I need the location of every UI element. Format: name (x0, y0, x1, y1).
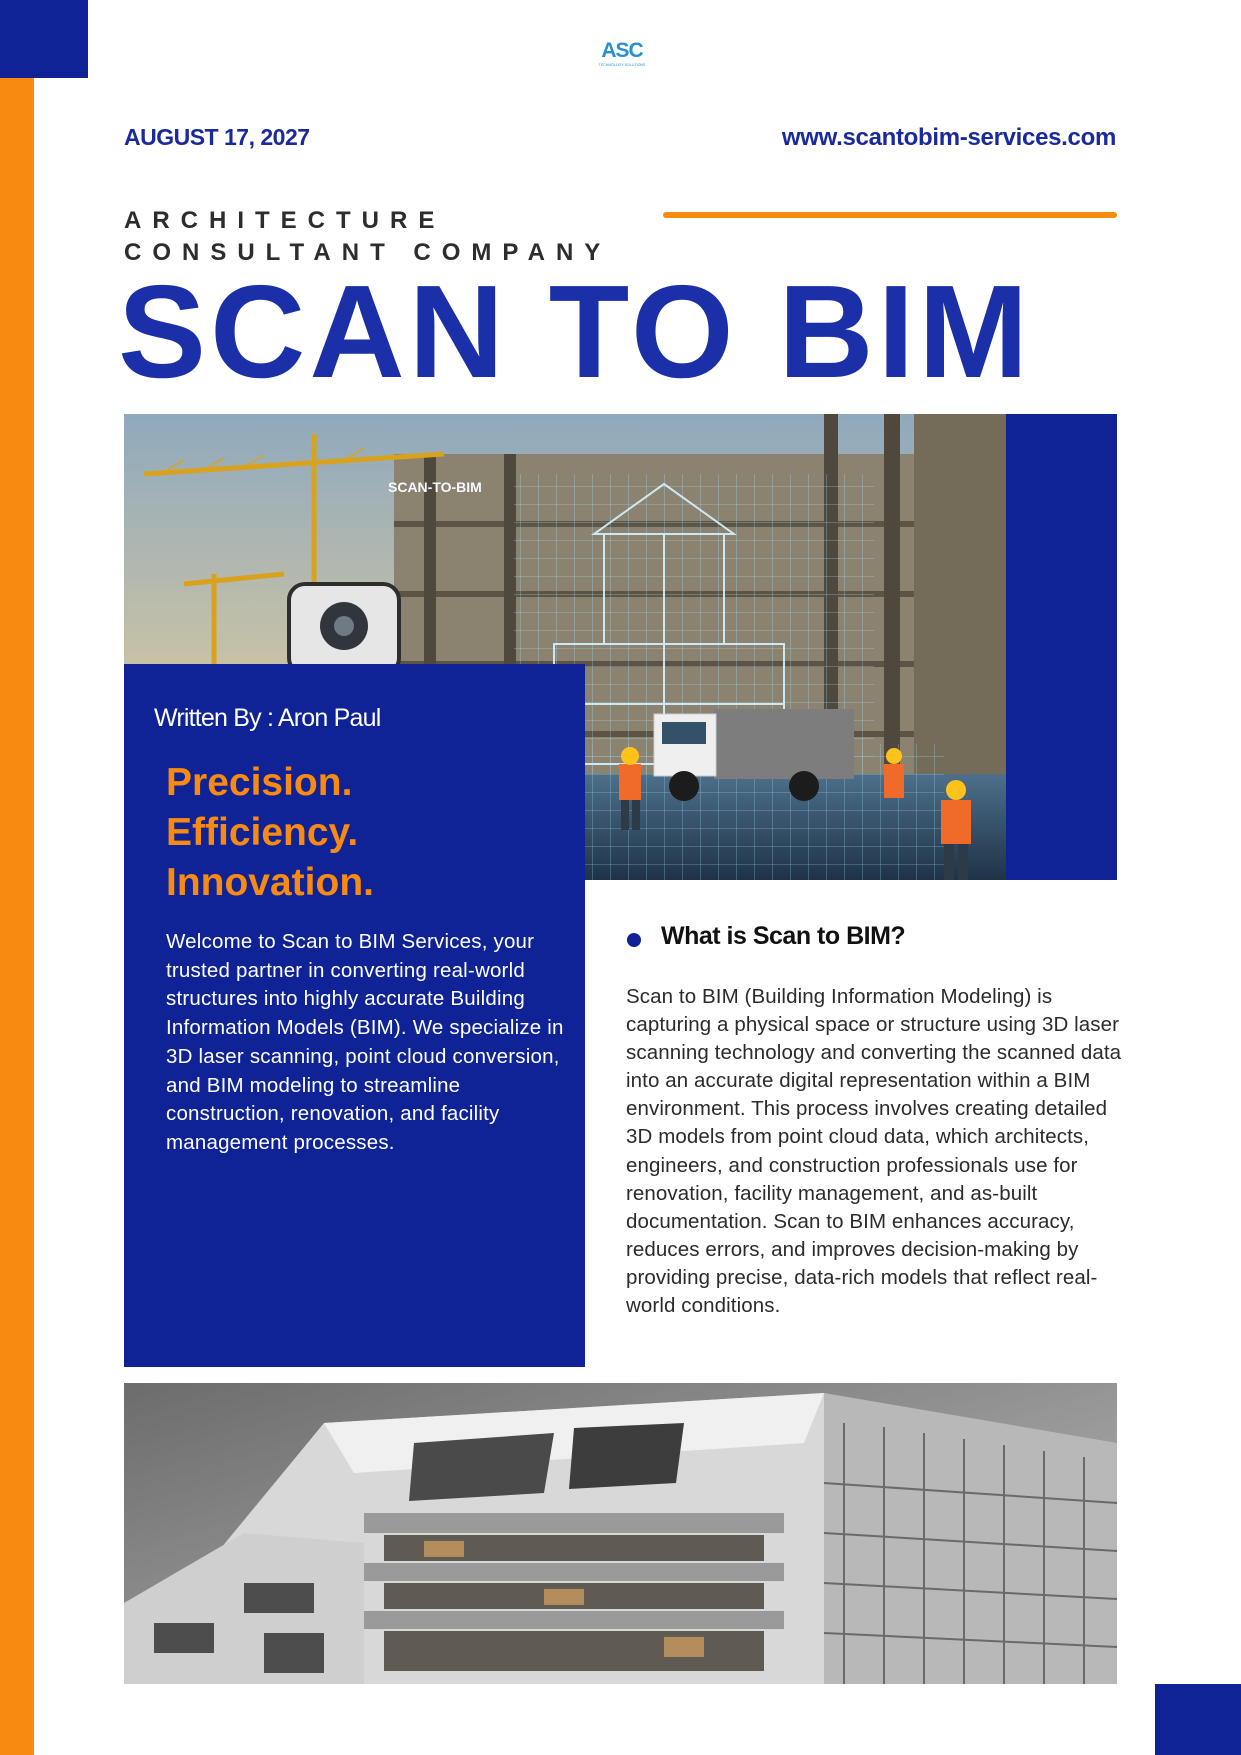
corner-block-top-left (0, 0, 88, 78)
logo-text: ASC (601, 39, 643, 62)
laser-scanner-shape (289, 584, 399, 674)
tagline-line: Efficiency. (166, 811, 359, 854)
tagline-line: Innovation. (166, 861, 374, 904)
section-heading: What is Scan to BIM? (661, 922, 906, 950)
tagline (166, 758, 374, 908)
left-accent-stripe (0, 78, 34, 1755)
company-logo (588, 38, 656, 70)
issue-date: AUGUST 17, 2027 (124, 124, 310, 150)
kicker-line-1: ARCHITECTURE (124, 207, 446, 234)
logo-subtext: TECHNOLOGY SOLUTIONS (598, 63, 646, 67)
tagline-line: Precision. (166, 761, 353, 804)
bim-model-image (124, 1383, 1117, 1684)
section-body: Scan to BIM (Building Information Modeling) is capturing a physical space or structure using 3D laser scanning technology and converting the scanned data into an accurate digital representation within a BIM environment. This process involves creating detailed 3D models from point cloud data, which architects, engineers, and construction professionals use for renovation, facility management, and as-built documentation. Scan to BIM enhances accuracy, reduces errors, and improves decision-making by providing precise, data-rich models that reflect real-world conditions. (626, 985, 1122, 1318)
orange-divider (663, 212, 1117, 218)
bullet-icon (627, 933, 641, 947)
website-link[interactable]: www.scantobim-services.com (781, 124, 1116, 151)
page-title: SCAN TO BIM (118, 258, 1033, 405)
hero-overlay-label: SCAN-TO-BIM (388, 479, 482, 495)
intro-paragraph: Welcome to Scan to BIM Services, your trusted partner in converting real-world structures into highly accurate Building Information Models (BIM). We specialize in 3D laser scanning, point cloud conversion, and BIM modeling to streamline construction, renovation, and facility management processes. (166, 930, 564, 1154)
corner-block-bottom-right (1155, 1684, 1241, 1755)
author-byline: Written By : Aron Paul (154, 704, 381, 732)
bim-model-illustration (124, 1383, 1117, 1684)
kicker-line-2: CONSULTANT COMPANY (124, 239, 612, 266)
hero-side-block (1006, 414, 1117, 880)
